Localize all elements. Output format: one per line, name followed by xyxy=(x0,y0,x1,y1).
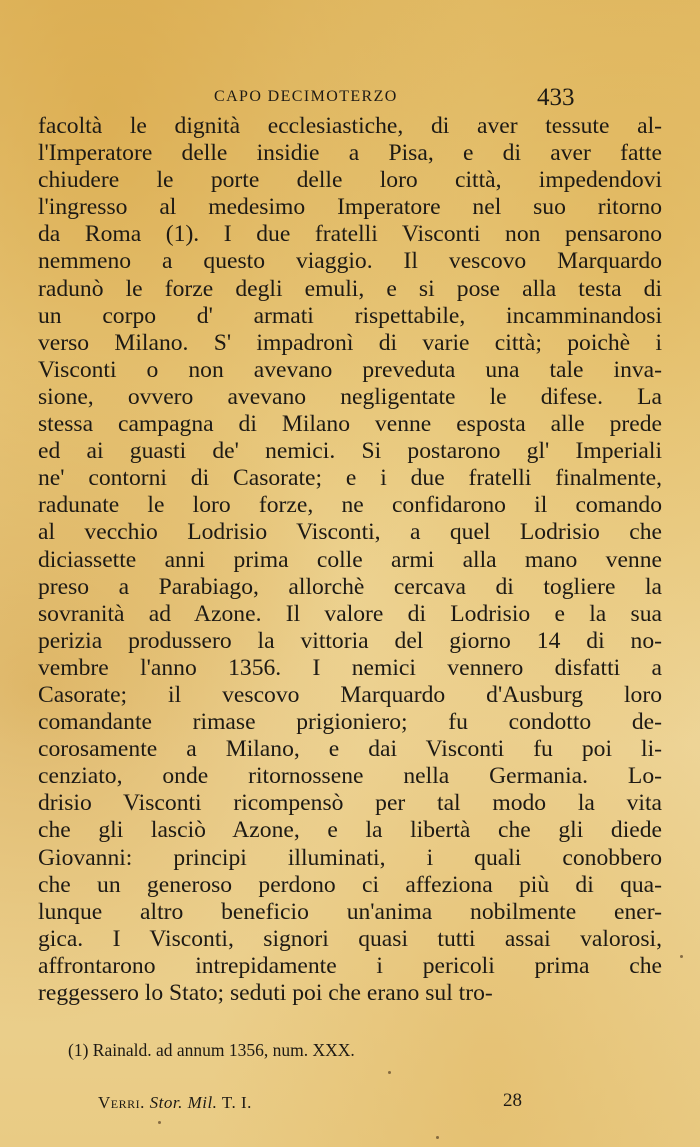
text-line: perizia produssero la vittoria del giorno 14 di no- xyxy=(38,627,662,654)
text-line: affrontarono intrepidamente i pericoli prima che xyxy=(38,952,662,979)
text-line: Giovanni: principi illuminati, i quali conobbero xyxy=(38,844,662,871)
text-line: comandante rimase prigioniero; fu condotto de- xyxy=(38,709,662,736)
running-title: CAPO DECIMOTERZO xyxy=(214,88,398,105)
text-line: l'ingresso al medesimo Imperatore nel suo ritorno xyxy=(38,194,662,221)
signature-title: Stor. Mil. xyxy=(149,1093,218,1112)
text-line: verso Milano. S' impadronì di varie città; poichè i xyxy=(38,329,662,356)
text-line: che gli lasciò Azone, e la libertà che gli diede xyxy=(38,817,662,844)
paper-speck xyxy=(158,1121,161,1124)
text-line: corosamente a Milano, e dai Visconti fu poi li- xyxy=(38,736,662,763)
text-line: diciassette anni prima colle armi alla mano venne xyxy=(38,546,662,573)
text-line: radunate le loro forze, ne confidarono il comando xyxy=(38,492,662,519)
text-line: gica. I Visconti, signori quasi tutti assai valorosi, xyxy=(38,925,662,952)
footnote: (1) Rainald. ad annum 1356, num. XXX. xyxy=(68,1040,355,1060)
text-line: ne' contorni di Casorate; e i due fratelli finalmente, xyxy=(38,465,662,492)
text-line: al vecchio Lodrisio Visconti, a quel Lodrisio che xyxy=(38,519,662,546)
text-line: sione, ovvero avevano negligentate le difese. La xyxy=(38,383,662,410)
text-line: stessa campagna di Milano venne esposta alle prede xyxy=(38,411,662,438)
text-line: ed ai guasti de' nemici. Si postarono gl' Imperiali xyxy=(38,438,662,465)
text-line: da Roma (1). I due fratelli Visconti non pensarono xyxy=(38,221,662,248)
paper-speck xyxy=(680,955,683,958)
text-line: drisio Visconti ricompensò per tal modo la vita xyxy=(38,790,662,817)
signature-volume: T. I. xyxy=(221,1093,252,1112)
paper-speck xyxy=(388,1071,391,1074)
text-line: che un generoso perdono ci affeziona più di qua- xyxy=(38,871,662,898)
printer-signature xyxy=(98,1093,252,1113)
text-line: reggessero lo Stato; seduti poi che erano sul tro- xyxy=(38,980,493,1006)
text-line: Casorate; il vescovo Marquardo d'Ausburg loro xyxy=(38,681,662,708)
text-line: chiudere le porte delle loro città, impedendovi xyxy=(38,167,662,194)
text-line: un corpo d' armati rispettabile, incamminandosi xyxy=(38,302,662,329)
text-line: radunò le forze degli emuli, e si pose alla testa di xyxy=(38,275,662,302)
page-number: 433 xyxy=(537,84,575,111)
text-line: Visconti o non avevano preveduta una tale inva- xyxy=(38,356,662,383)
paper-speck xyxy=(436,1136,439,1139)
text-line: vembre l'anno 1356. I nemici vennero disfatti a xyxy=(38,654,662,681)
text-line: preso a Parabiago, allorchè cercava di togliere la xyxy=(38,573,662,600)
sheet-number: 28 xyxy=(503,1090,522,1111)
text-line: cenziato, onde ritornossene nella Germania. Lo- xyxy=(38,763,662,790)
text-line: nemmeno a questo viaggio. Il vescovo Marquardo xyxy=(38,248,662,275)
body-text xyxy=(38,113,662,1007)
text-line: sovranità ad Azone. Il valore di Lodrisio e la sua xyxy=(38,600,662,627)
text-line: lunque altro beneficio un'anima nobilmente ener- xyxy=(38,898,662,925)
text-line: facoltà le dignità ecclesiastiche, di aver tessute al- xyxy=(38,113,662,139)
signature-author: Verri. xyxy=(98,1093,145,1112)
text-line: l'Imperatore delle insidie a Pisa, e di aver fatte xyxy=(38,140,662,167)
